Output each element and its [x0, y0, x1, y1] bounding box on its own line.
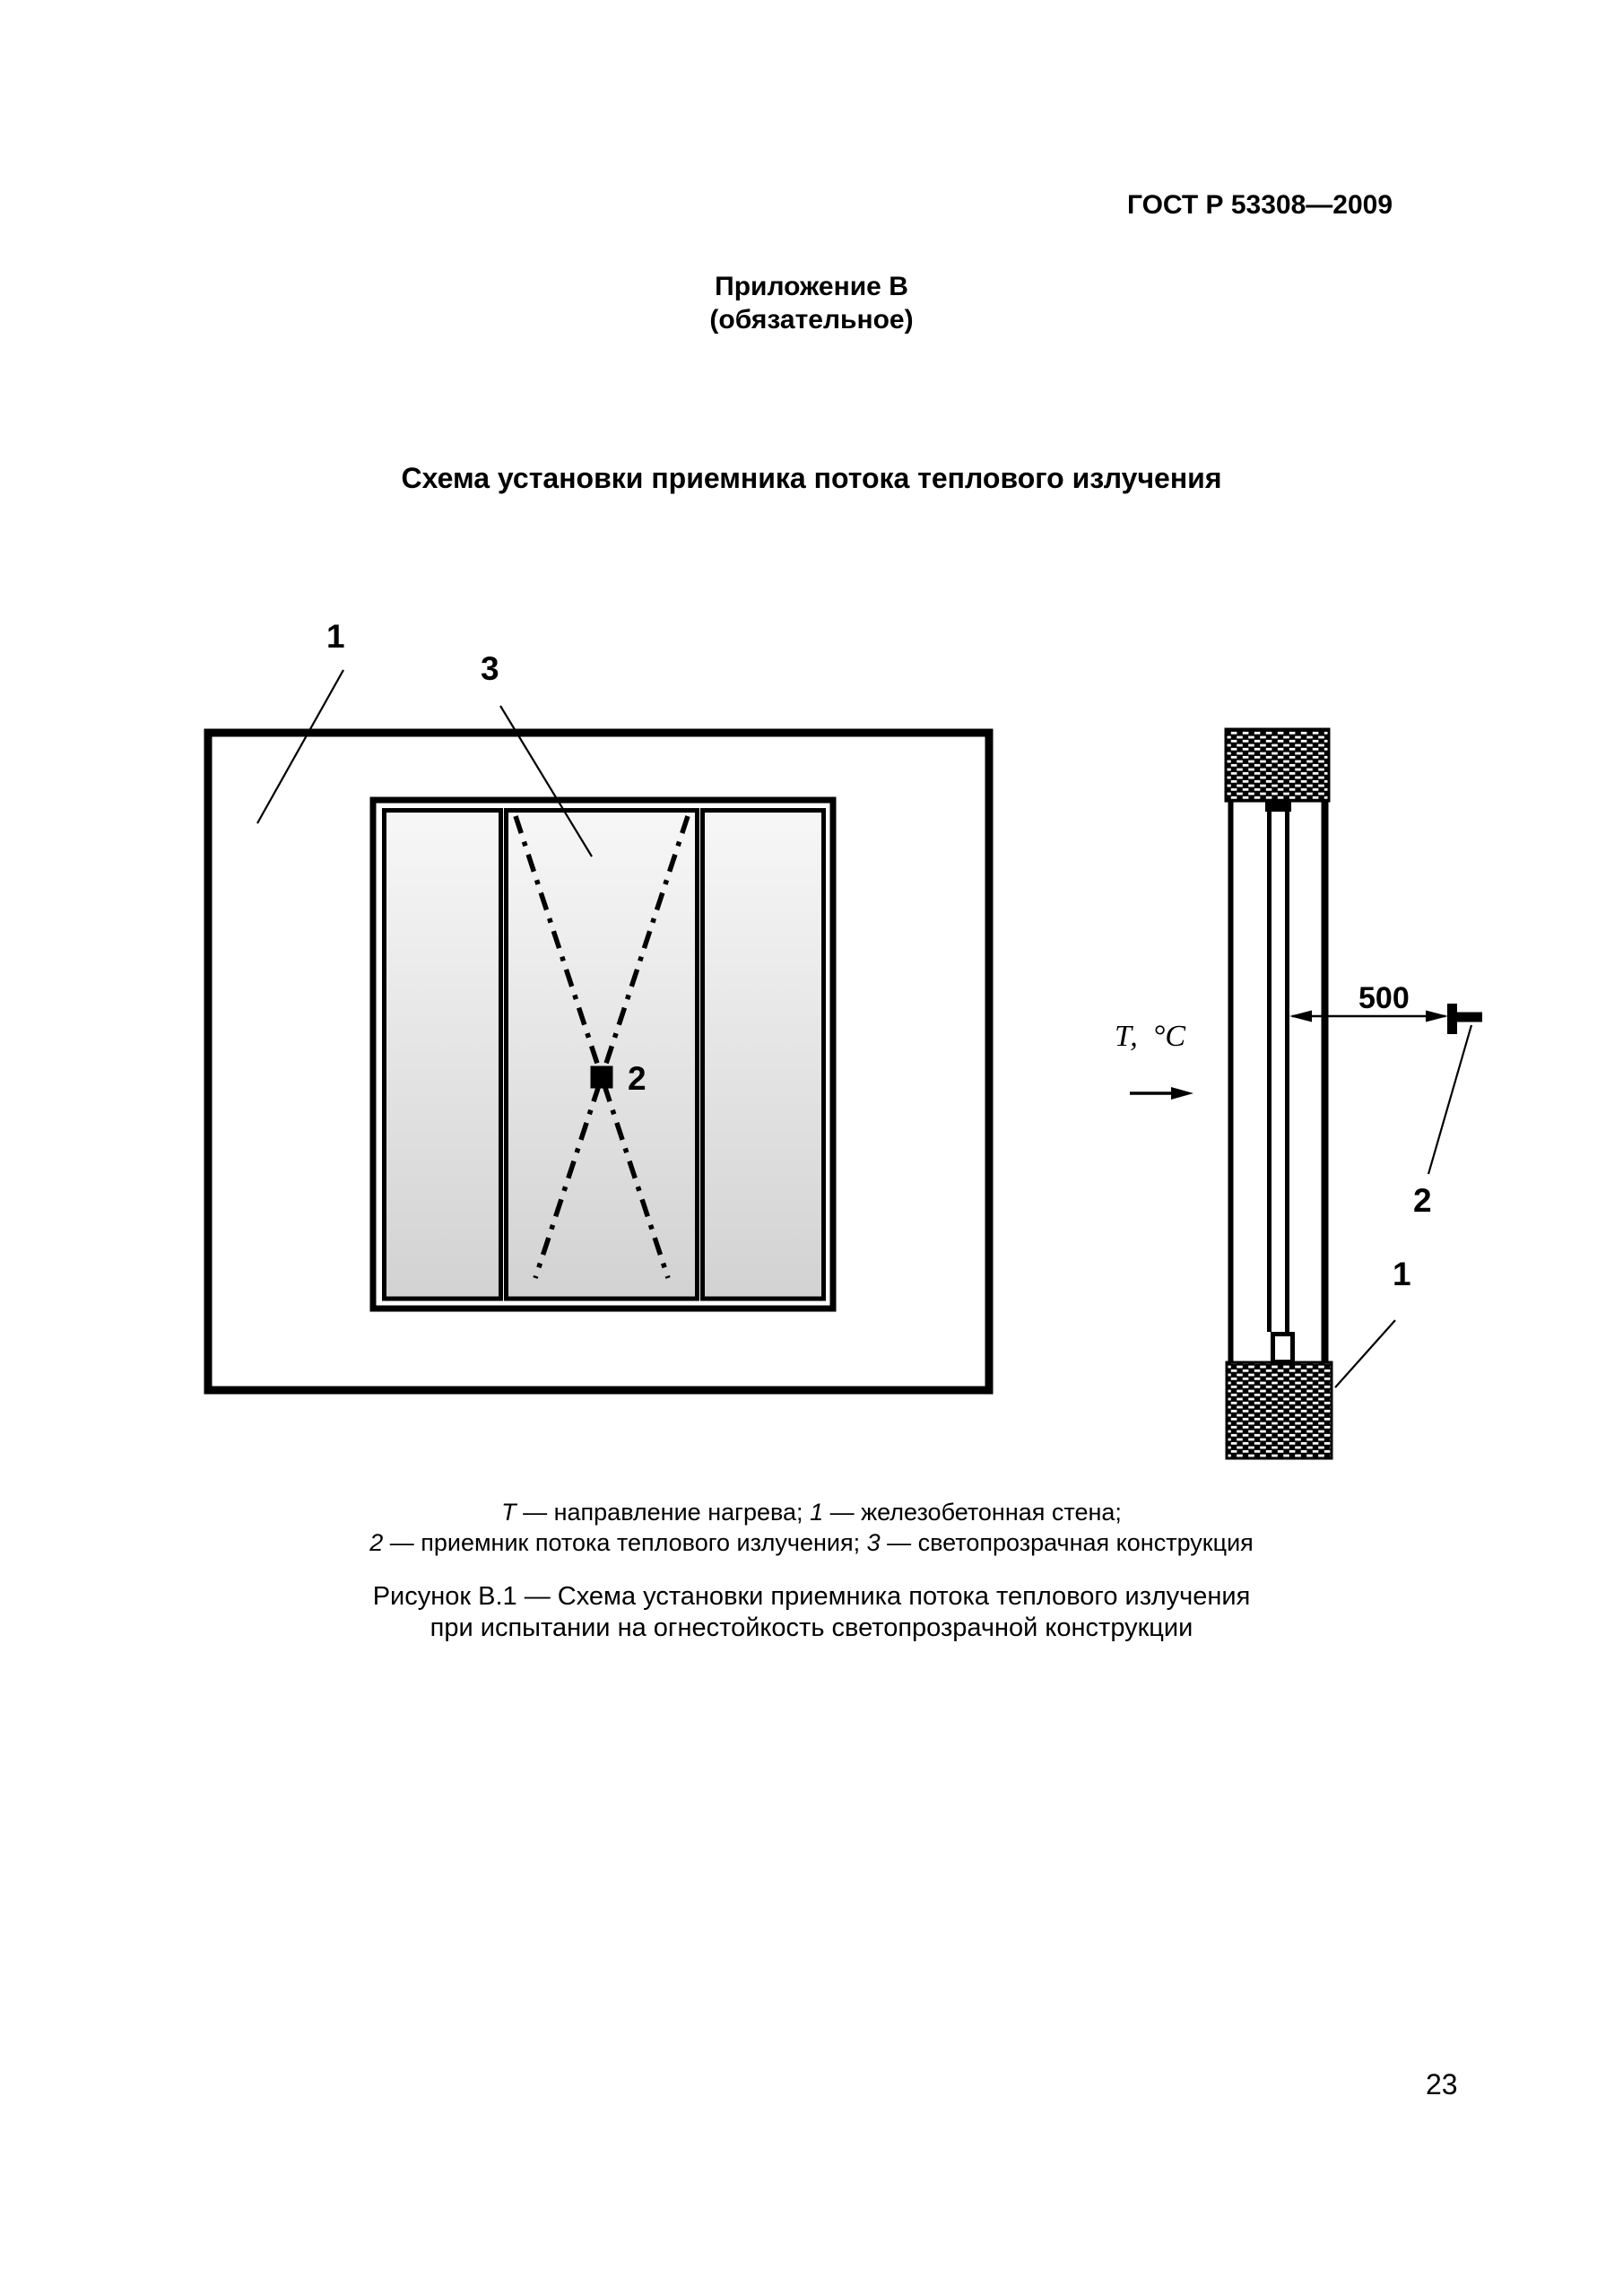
legend-id-2: 2: [369, 1529, 384, 1556]
side-bottom-glazing-clip: [1273, 1335, 1293, 1362]
legend-id-3: 3: [866, 1529, 881, 1556]
figure-caption-line-1: Рисунок В.1 — Схема установки приемника потока теплового излучения: [372, 1582, 1251, 1611]
heat-direction-arrowhead: [1171, 1087, 1193, 1100]
legend-id-1: 1: [810, 1499, 824, 1526]
dimension-arrowhead-right: [1426, 1011, 1448, 1022]
side-leader-1: [1335, 1320, 1395, 1387]
receiver-symbol-vertical-bar: [1447, 1004, 1457, 1034]
dimension-arrowhead-left: [1289, 1011, 1312, 1022]
side-leader-2: [1428, 1025, 1471, 1174]
side-top-glazing-clip: [1265, 801, 1291, 812]
annex-name: Приложение В: [715, 272, 908, 301]
page-number: 23: [1426, 2068, 1458, 2100]
legend-line-1: Т — направление нагрева; 1 — железобетонная стена;: [501, 1499, 1122, 1526]
front-glass-panel-middle: [507, 811, 698, 1300]
dimension-value-500: 500: [1358, 981, 1410, 1015]
front-glass-panel-left: [385, 811, 501, 1300]
figure-legend: [0, 1497, 1623, 1558]
legend-line-2: 2 — приемник потока теплового излучения; 3 — светопрозрачная конструкция: [369, 1529, 1254, 1556]
front-glass-panel-right: [703, 811, 824, 1300]
doc-number: ГОСТ Р 53308—2009: [1126, 190, 1393, 220]
front-label-wall-1: 1: [326, 618, 345, 655]
front-label-receiver-2: 2: [628, 1060, 647, 1097]
side-label-wall-1: 1: [1393, 1256, 1411, 1292]
side-top-concrete-hatch: [1226, 729, 1329, 801]
legend-id-T: Т: [501, 1499, 516, 1526]
page-title: Схема установки приемника потока теплового излучения: [401, 462, 1222, 494]
side-bottom-concrete-hatch: [1227, 1362, 1332, 1458]
figure-caption-line-2: при испытании на огнестойкость светопрозрачной конструкции: [430, 1613, 1193, 1642]
front-label-construction-3: 3: [481, 650, 499, 687]
annex-note: (обязательное): [709, 305, 914, 335]
receiver-symbol-horizontal-bar: [1457, 1013, 1482, 1022]
front-receiver-square: [591, 1066, 613, 1089]
side-label-receiver-2: 2: [1413, 1182, 1432, 1219]
temperature-label: Т, °С: [1115, 1020, 1185, 1053]
figure-caption: [0, 1581, 1623, 1644]
